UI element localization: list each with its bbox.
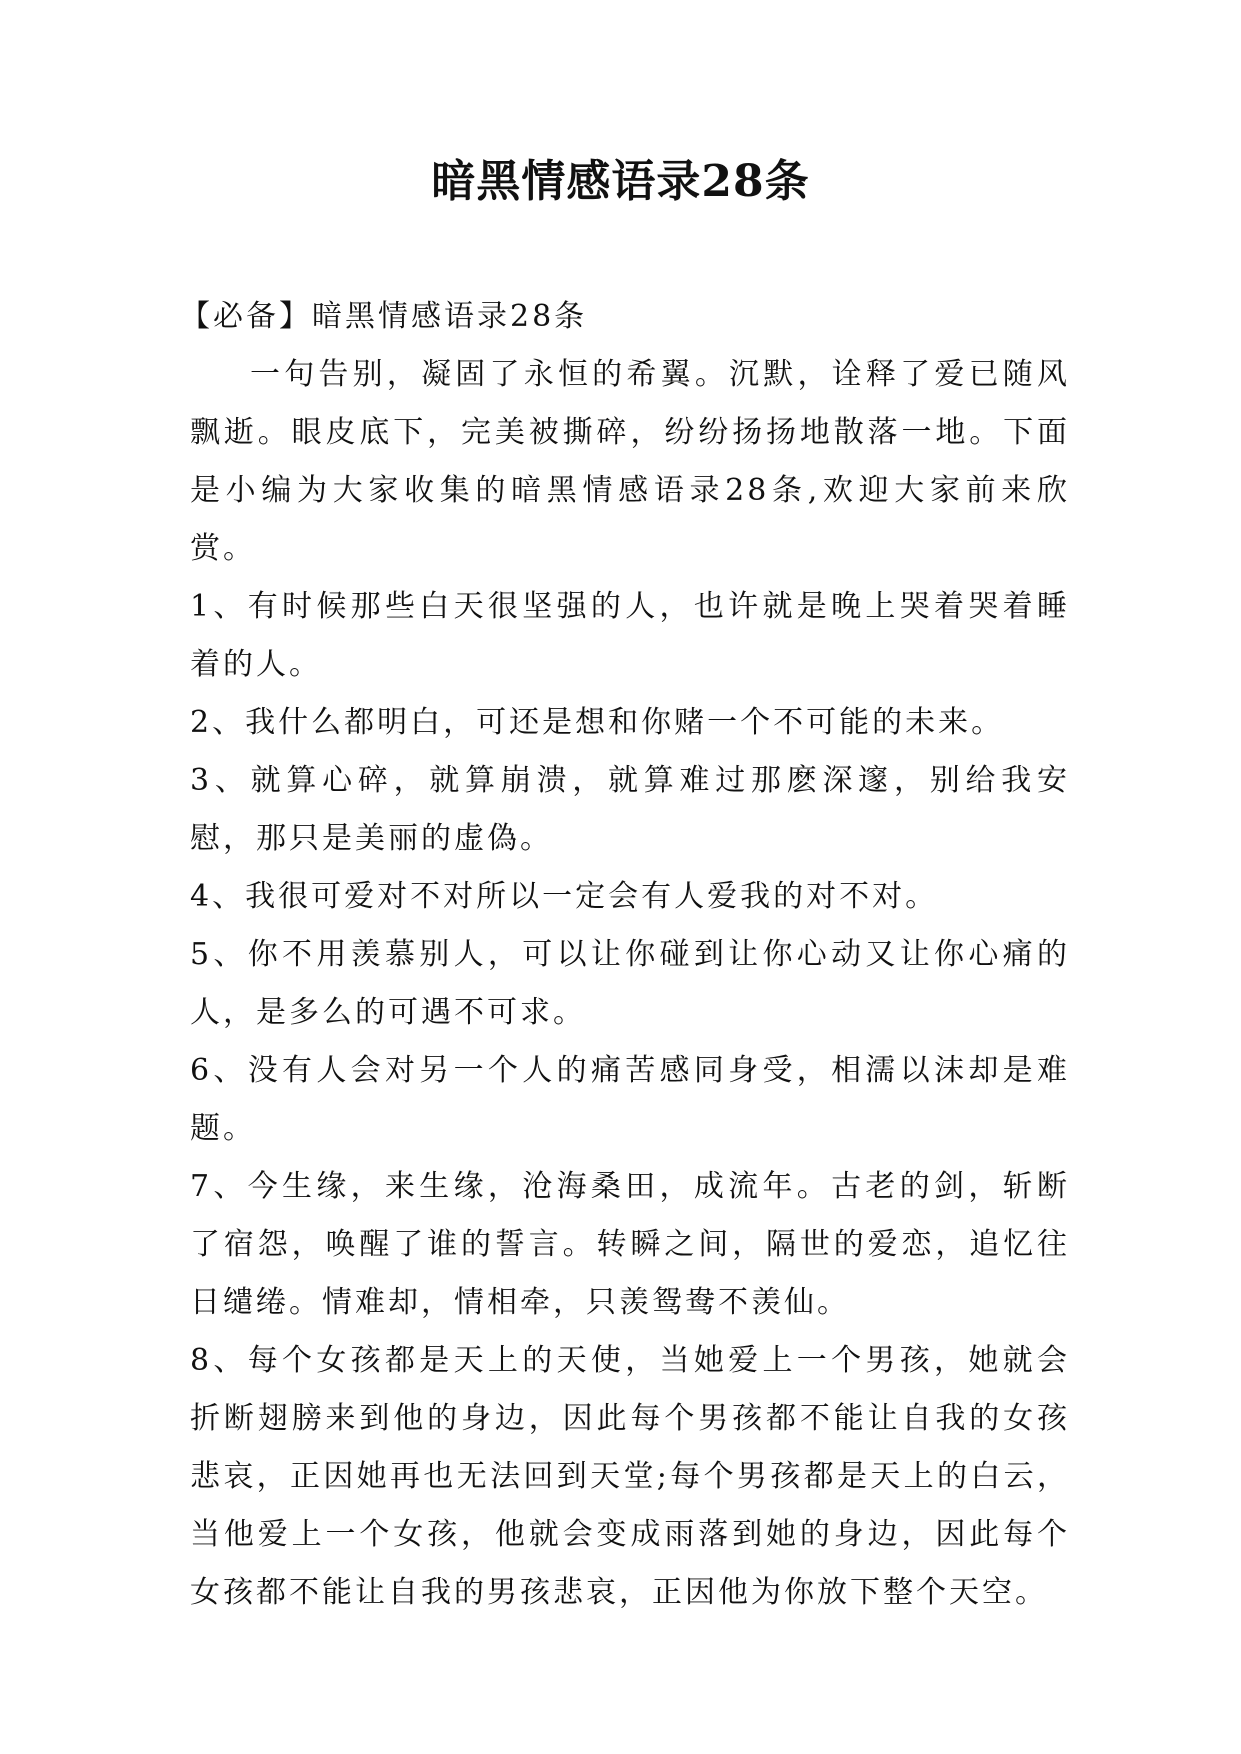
quote-item-2: 2、我什么都明白，可还是想和你赌一个不可能的未来。 <box>190 705 1005 740</box>
quote-item-1: 1、有时候那些白天很坚强的人，也许就是晚上哭着哭着睡着的人。 <box>190 589 1070 682</box>
quote-item-3: 3、就算心碎，就算崩溃，就算难过那麽深邃，别给我安慰，那只是美丽的虚偽。 <box>190 763 1070 856</box>
document-subtitle: 【必备】暗黑情感语录28条 <box>180 299 588 334</box>
document-body <box>180 288 1070 1622</box>
document-title: 暗黑情感语录28条 <box>431 156 810 207</box>
quote-item-7: 7、今生缘，来生缘，沧海桑田，成流年。古老的剑，斩断了宿怨，唤醒了谁的誓言。转瞬之间，隔世的爱恋，追忆往日缱绻。情难却，情相牵，只羡鸳鸯不羡仙。 <box>190 1169 1070 1320</box>
intro-paragraph: 一句告别，凝固了永恒的希翼。沉默，诠释了爱已随风飘逝。眼皮底下，完美被撕碎，纷纷扬扬地散落一地。下面是小编为大家收集的暗黑情感语录28条,欢迎大家前来欣赏。 <box>190 357 1070 566</box>
quote-item-5: 5、你不用羡慕别人，可以让你碰到让你心动又让你心痛的人，是多么的可遇不可求。 <box>190 937 1070 1030</box>
quote-item-4: 4、我很可爱对不对所以一定会有人爱我的对不对。 <box>190 879 939 914</box>
quote-item-8: 8、每个女孩都是天上的天使，当她爱上一个男孩，她就会折断翅膀来到他的身边，因此每个男孩都不能让自我的女孩悲哀，正因她再也无法回到天堂;每个男孩都是天上的白云，当他爱上一个女孩，他就会变成雨落到她的身边，因此每个女孩都不能让自我的男孩悲哀，正因他为你放下整个天空。 <box>190 1343 1070 1610</box>
quote-item-6: 6、没有人会对另一个人的痛苦感同身受，相濡以沫却是难题。 <box>190 1053 1070 1146</box>
